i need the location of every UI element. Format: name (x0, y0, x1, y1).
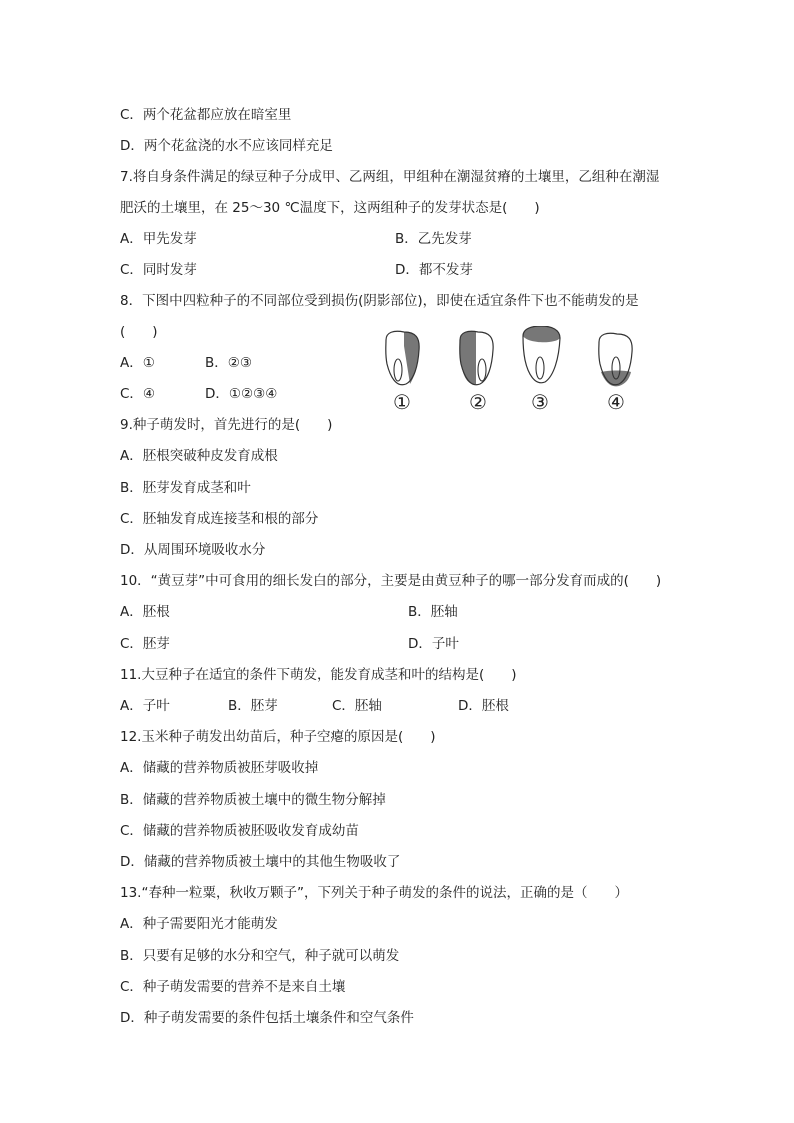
q6-option-c: C．两个花盆都应放在暗室里 (120, 107, 292, 123)
q11-option-a: A．子叶 (120, 698, 170, 714)
q8-stem-line1: 8．下图中四粒种子的不同部位受到损伤(阴影部位)，即使在适宜条件下也不能萌发的是 (120, 293, 639, 309)
q8-option-c: C．④ (120, 386, 156, 402)
seed-1-embryo (394, 359, 402, 381)
q7-option-a: A．甲先发芽 (120, 231, 197, 247)
q9-option-d: D．从周围环境吸收水分 (120, 542, 266, 558)
seed-label-1: ① (393, 390, 411, 414)
seed-label-2: ② (469, 390, 487, 414)
q13-stem: 13.“春种一粒粟，秋收万颗子”，下列关于种子萌发的条件的说法，正确的是（ ） (120, 885, 628, 901)
q10-stem: 10．“黄豆芽”中可食用的细长发白的部分，主要是由黄豆种子的哪一部分发育而成的( ) (120, 573, 662, 589)
q9-option-c: C．胚轴发育成连接茎和根的部分 (120, 511, 319, 527)
q12-option-d: D．储藏的营养物质被土壤中的其他生物吸收了 (120, 854, 401, 870)
q10-option-a: A．胚根 (120, 604, 170, 620)
q10-option-b: B．胚轴 (408, 604, 458, 620)
q12-option-c: C．储藏的营养物质被胚吸收发育成幼苗 (120, 823, 359, 839)
q11-option-c: C．胚轴 (332, 698, 382, 714)
q11-stem: 11.大豆种子在适宜的条件下萌发，能发育成茎和叶的结构是( ) (120, 667, 517, 683)
q6-option-d: D．两个花盆浇的水不应该同样充足 (120, 138, 333, 154)
q13-option-c: C．种子萌发需要的营养不是来自土壤 (120, 979, 346, 995)
q12-stem: 12.玉米种子萌发出幼苗后，种子空瘪的原因是( ) (120, 729, 436, 745)
seed-1-shade (404, 332, 419, 384)
seed-damage-figure (370, 326, 670, 416)
q12-option-b: B．储藏的营养物质被土壤中的微生物分解掉 (120, 792, 386, 808)
seed-1 (386, 331, 419, 385)
seed-4 (599, 333, 632, 386)
q9-stem: 9.种子萌发时，首先进行的是( ) (120, 417, 333, 433)
q10-option-d: D．子叶 (408, 636, 459, 652)
seed-2 (460, 331, 493, 385)
seed-3 (523, 326, 560, 383)
q9-option-a: A．胚根突破种皮发育成根 (120, 448, 278, 464)
q13-option-d: D．种子萌发需要的条件包括土壤条件和空气条件 (120, 1010, 414, 1026)
q7-stem-line2: 肥沃的土壤里，在 25～30 ℃温度下，这两组种子的发芽状态是( ) (120, 200, 540, 216)
q10-option-c: C．胚芽 (120, 636, 170, 652)
q8-option-d: D．①②③④ (205, 386, 278, 402)
q12-option-a: A．储藏的营养物质被胚芽吸收掉 (120, 760, 319, 776)
seed-label-4: ④ (607, 390, 625, 414)
seed-label-3: ③ (531, 390, 549, 414)
q7-option-b: B．乙先发芽 (395, 231, 472, 247)
q11-option-b: B．胚芽 (228, 698, 278, 714)
seed-3-embryo (536, 357, 544, 379)
q13-option-b: B．只要有足够的水分和空气，种子就可以萌发 (120, 948, 400, 964)
q7-option-d: D．都不发芽 (395, 262, 473, 278)
seed-2-shade (460, 331, 476, 384)
q7-option-c: C．同时发芽 (120, 262, 197, 278)
q7-stem-line1: 7.将自身条件满足的绿豆种子分成甲、乙两组，甲组种在潮湿贫瘠的土壤里，乙组种在潮湿 (120, 169, 660, 185)
q13-option-a: A．种子需要阳光才能萌发 (120, 916, 278, 932)
q8-stem-line2: ( ) (120, 324, 158, 340)
seed-2-embryo (478, 359, 486, 381)
q8-option-b: B．②③ (205, 355, 252, 371)
q8-option-a: A．① (120, 355, 155, 371)
q9-option-b: B．胚芽发育成茎和叶 (120, 480, 251, 496)
q11-option-d: D．胚根 (458, 698, 509, 714)
